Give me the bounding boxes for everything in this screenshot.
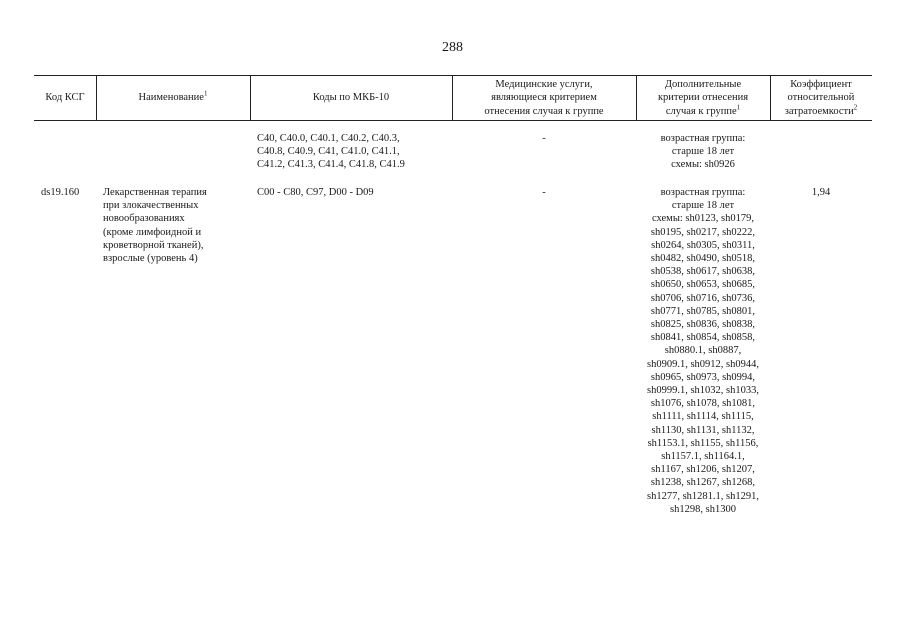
services-value: -	[542, 187, 546, 198]
services-value: -	[542, 133, 546, 144]
mkb-line: C41.2, C41.3, C41.4, C41.8, C41.9	[257, 159, 405, 171]
criteria-line: sh0841, sh0854, sh0858,	[650, 332, 756, 344]
criteria-line: sh1298, sh1300	[670, 503, 736, 515]
table-header-border	[34, 120, 872, 121]
row2-name	[96, 186, 250, 265]
mkb-line: C40.8, C40.9, C41, C41.0, C41.1,	[257, 146, 400, 158]
name-line: кроветворной тканей),	[103, 239, 204, 251]
criteria-line: sh1153.1, sh1155, sh1156,	[647, 437, 759, 449]
header-services-line: отнесения случая к группе	[484, 105, 604, 117]
header-mkb-label: Коды по МКБ-10	[312, 92, 390, 104]
header-coef-line: затратоемкости	[784, 105, 854, 117]
row1-mkb-codes	[250, 132, 452, 172]
row2-code	[34, 186, 96, 199]
ksg-code: ds19.160	[41, 187, 80, 198]
name-line: при злокачественных	[103, 200, 199, 212]
header-name	[96, 77, 250, 119]
criteria-line: sh1111, sh1114, sh1115,	[652, 411, 754, 423]
header-services-line: Медицинские услуги,	[495, 79, 593, 91]
header-services-line: являющиеся критерием	[491, 92, 597, 104]
mkb-line: C00 - C80, C97, D00 - D09	[257, 187, 374, 198]
criteria-line: старше 18 лет	[671, 200, 735, 212]
header-code	[34, 77, 96, 119]
table-top-border	[34, 75, 872, 76]
criteria-line: старше 18 лет	[671, 146, 735, 158]
row2-criteria	[636, 186, 770, 516]
page-number: 288	[442, 40, 463, 55]
coefficient-value: 1,94	[811, 187, 831, 198]
header-coef-footnote: 2	[853, 103, 858, 112]
criteria-line: sh1157.1, sh1164.1,	[661, 451, 745, 463]
header-coefficient	[770, 77, 872, 119]
row2-coefficient	[770, 186, 872, 199]
criteria-line: возрастная группа:	[660, 133, 746, 144]
name-line: Лекарственная терапия	[103, 187, 207, 198]
header-name-footnote: 1	[203, 89, 208, 98]
row2-mkb-codes	[250, 186, 452, 199]
criteria-line: схемы: sh0926	[671, 159, 735, 171]
criteria-line: sh0909.1, sh0912, sh0944,	[646, 358, 759, 370]
criteria-line: sh0538, sh0617, sh0638,	[650, 266, 756, 278]
criteria-line: sh1167, sh1206, sh1207,	[651, 464, 755, 476]
header-name-label: Наименование	[138, 92, 204, 104]
header-coef-line: относительной	[787, 92, 855, 104]
criteria-line: sh1238, sh1267, sh1268,	[650, 477, 756, 489]
header-mkb	[250, 77, 452, 119]
criteria-line: sh1277, sh1281.1, sh1291,	[646, 490, 759, 502]
header-services	[452, 77, 636, 119]
header-code-label: Код КСГ	[45, 92, 85, 104]
header-criteria-line: случая к группе	[665, 105, 737, 117]
mkb-line: C40, C40.0, C40.1, C40.2, C40.3,	[257, 133, 400, 144]
header-criteria-footnote: 1	[736, 103, 741, 112]
name-line: взрослые (уровень 4)	[103, 253, 198, 265]
name-line: новообразованиях	[103, 213, 185, 225]
criteria-line: sh1130, sh1131, sh1132,	[651, 424, 755, 436]
criteria-line: sh0771, sh0785, sh0801,	[650, 305, 756, 317]
header-criteria-line: Дополнительные	[664, 79, 742, 91]
row2-services	[452, 186, 636, 199]
criteria-line: возрастная группа:	[660, 187, 746, 198]
criteria-line: sh0999.1, sh1032, sh1033,	[646, 385, 759, 397]
name-line: (кроме лимфоидной и	[103, 226, 202, 238]
criteria-line: sh0650, sh0653, sh0685,	[650, 279, 756, 291]
criteria-line: sh0965, sh0973, sh0994,	[650, 371, 756, 383]
header-coef-line: Коэффициент	[790, 79, 852, 91]
criteria-line: схемы: sh0123, sh0179,	[652, 213, 754, 225]
criteria-line: sh0880.1, sh0887,	[664, 345, 742, 357]
criteria-line: sh0825, sh0836, sh0838,	[650, 319, 756, 331]
criteria-line: sh0482, sh0490, sh0518,	[650, 253, 756, 265]
header-criteria-line: критерии отнесения	[657, 92, 749, 104]
criteria-line: sh0195, sh0217, sh0222,	[650, 226, 756, 238]
row1-services	[452, 132, 636, 145]
criteria-line: sh0706, sh0716, sh0736,	[650, 292, 756, 304]
header-criteria	[636, 77, 770, 119]
row1-criteria	[636, 132, 770, 172]
criteria-line: sh1076, sh1078, sh1081,	[650, 398, 756, 410]
criteria-line: sh0264, sh0305, sh0311,	[651, 239, 755, 251]
